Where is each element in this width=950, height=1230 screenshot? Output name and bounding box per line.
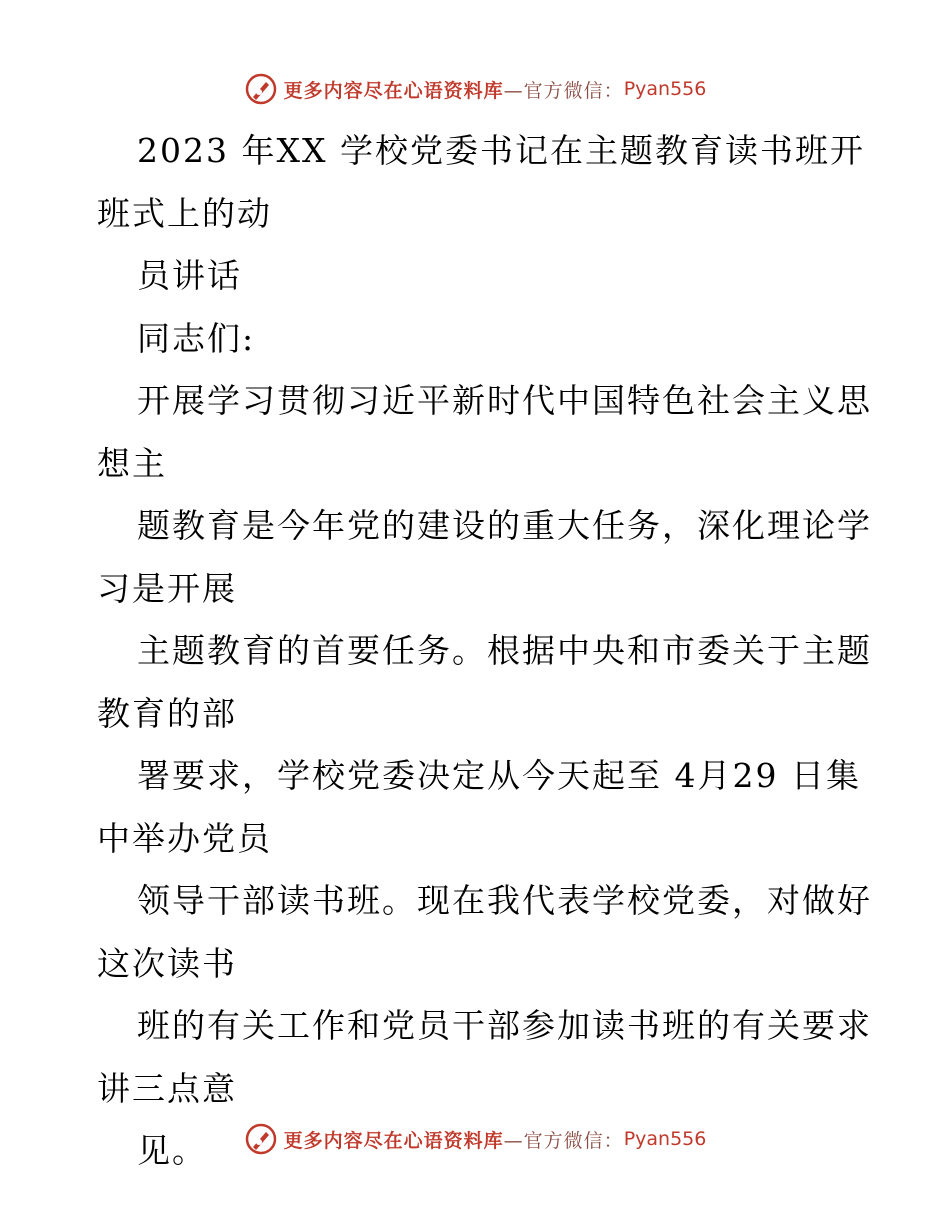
title-line-1: 2023 年XX 学校党委书记在主题教育读书班开	[137, 131, 865, 170]
paragraph-line: 开展学习贯彻习近平新时代中国特色社会主义思	[137, 381, 872, 420]
watermark-main-text: 更多内容尽在心语资料库	[283, 1129, 504, 1152]
paragraph-line: 署要求，学校党委决定从今天起至 4月29 日集	[137, 756, 861, 795]
pen-logo-icon	[244, 72, 278, 106]
paragraph-line: 中举办党员	[97, 818, 272, 858]
header-watermark	[0, 70, 950, 108]
salutation: 同志们:	[137, 318, 256, 358]
document-body	[97, 120, 872, 1183]
watermark-main-text: 更多内容尽在心语资料库	[283, 79, 504, 102]
title-line-2: 班式上的动	[97, 193, 272, 233]
watermark-sub-text: —官方微信：	[503, 79, 624, 102]
paragraph-line: 教育的部	[97, 693, 237, 733]
paragraph-line: 想主	[97, 443, 167, 483]
paragraph-line: 领导干部读书班。现在我代表学校党委，对做好	[137, 881, 872, 920]
watermark-wechat-id: Pyan556	[623, 1128, 707, 1150]
paragraph-line: 习是开展	[97, 568, 237, 608]
paragraph-line: 题教育是今年党的建设的重大任务，深化理论学	[137, 506, 872, 545]
footer-watermark	[0, 1120, 950, 1158]
pen-logo-icon	[244, 1122, 278, 1156]
paragraph-line: 讲三点意	[97, 1068, 237, 1108]
paragraph-line: 主题教育的首要任务。根据中央和市委关于主题	[137, 631, 872, 670]
paragraph-line: 这次读书	[97, 943, 237, 983]
title-line-3: 员讲话	[137, 256, 242, 295]
watermark-sub-text: —官方微信：	[503, 1129, 624, 1152]
watermark-wechat-id: Pyan556	[623, 78, 707, 100]
paragraph-line: 见。	[137, 1131, 207, 1170]
paragraph-line: 班的有关工作和党员干部参加读书班的有关要求	[137, 1006, 872, 1045]
